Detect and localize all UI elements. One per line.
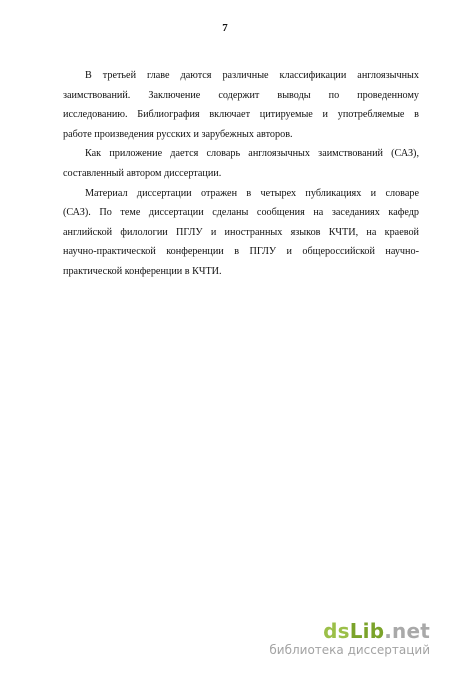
paragraph-2 xyxy=(63,144,419,183)
paragraph-1 xyxy=(63,66,419,144)
watermark-logo-net: .net xyxy=(384,619,430,643)
watermark xyxy=(269,620,430,657)
watermark-logo-ds: ds xyxy=(323,619,350,643)
page-number: 7 xyxy=(222,22,228,34)
text-line: (САЗ). По теме диссертации сделаны сообщения на заседаниях кафедр xyxy=(63,207,419,219)
text-line: английской филологии ПГЛУ и иностранных языков КЧТИ, на краевой xyxy=(63,226,419,238)
text-line: практической конференции в КЧТИ. xyxy=(63,265,222,277)
text-line: составленный автором диссертации. xyxy=(63,167,222,179)
text-line: заимствований. Заключение содержит выводы по проведенному xyxy=(63,89,419,101)
text-line: В третьей главе даются различные классификации англоязычных xyxy=(85,70,419,81)
text-line: научно-практической конференции в ПГЛУ и общероссийской научно- xyxy=(63,246,419,258)
watermark-logo-lib: Lib xyxy=(349,619,385,643)
watermark-logo xyxy=(269,620,430,642)
text-line: Материал диссертации отражен в четырех публикациях и словаре xyxy=(85,187,419,199)
paragraph-3 xyxy=(63,184,419,282)
watermark-tagline: библиотека диссертаций xyxy=(269,643,430,657)
text-line: работе произведения русских и зарубежных авторов. xyxy=(63,128,293,140)
text-line: исследованию. Библиография включает цитируемые и употребляемые в xyxy=(63,109,419,121)
document-body xyxy=(63,66,419,282)
text-line: Как приложение дается словарь англоязычных заимствований (САЗ), xyxy=(85,148,419,160)
